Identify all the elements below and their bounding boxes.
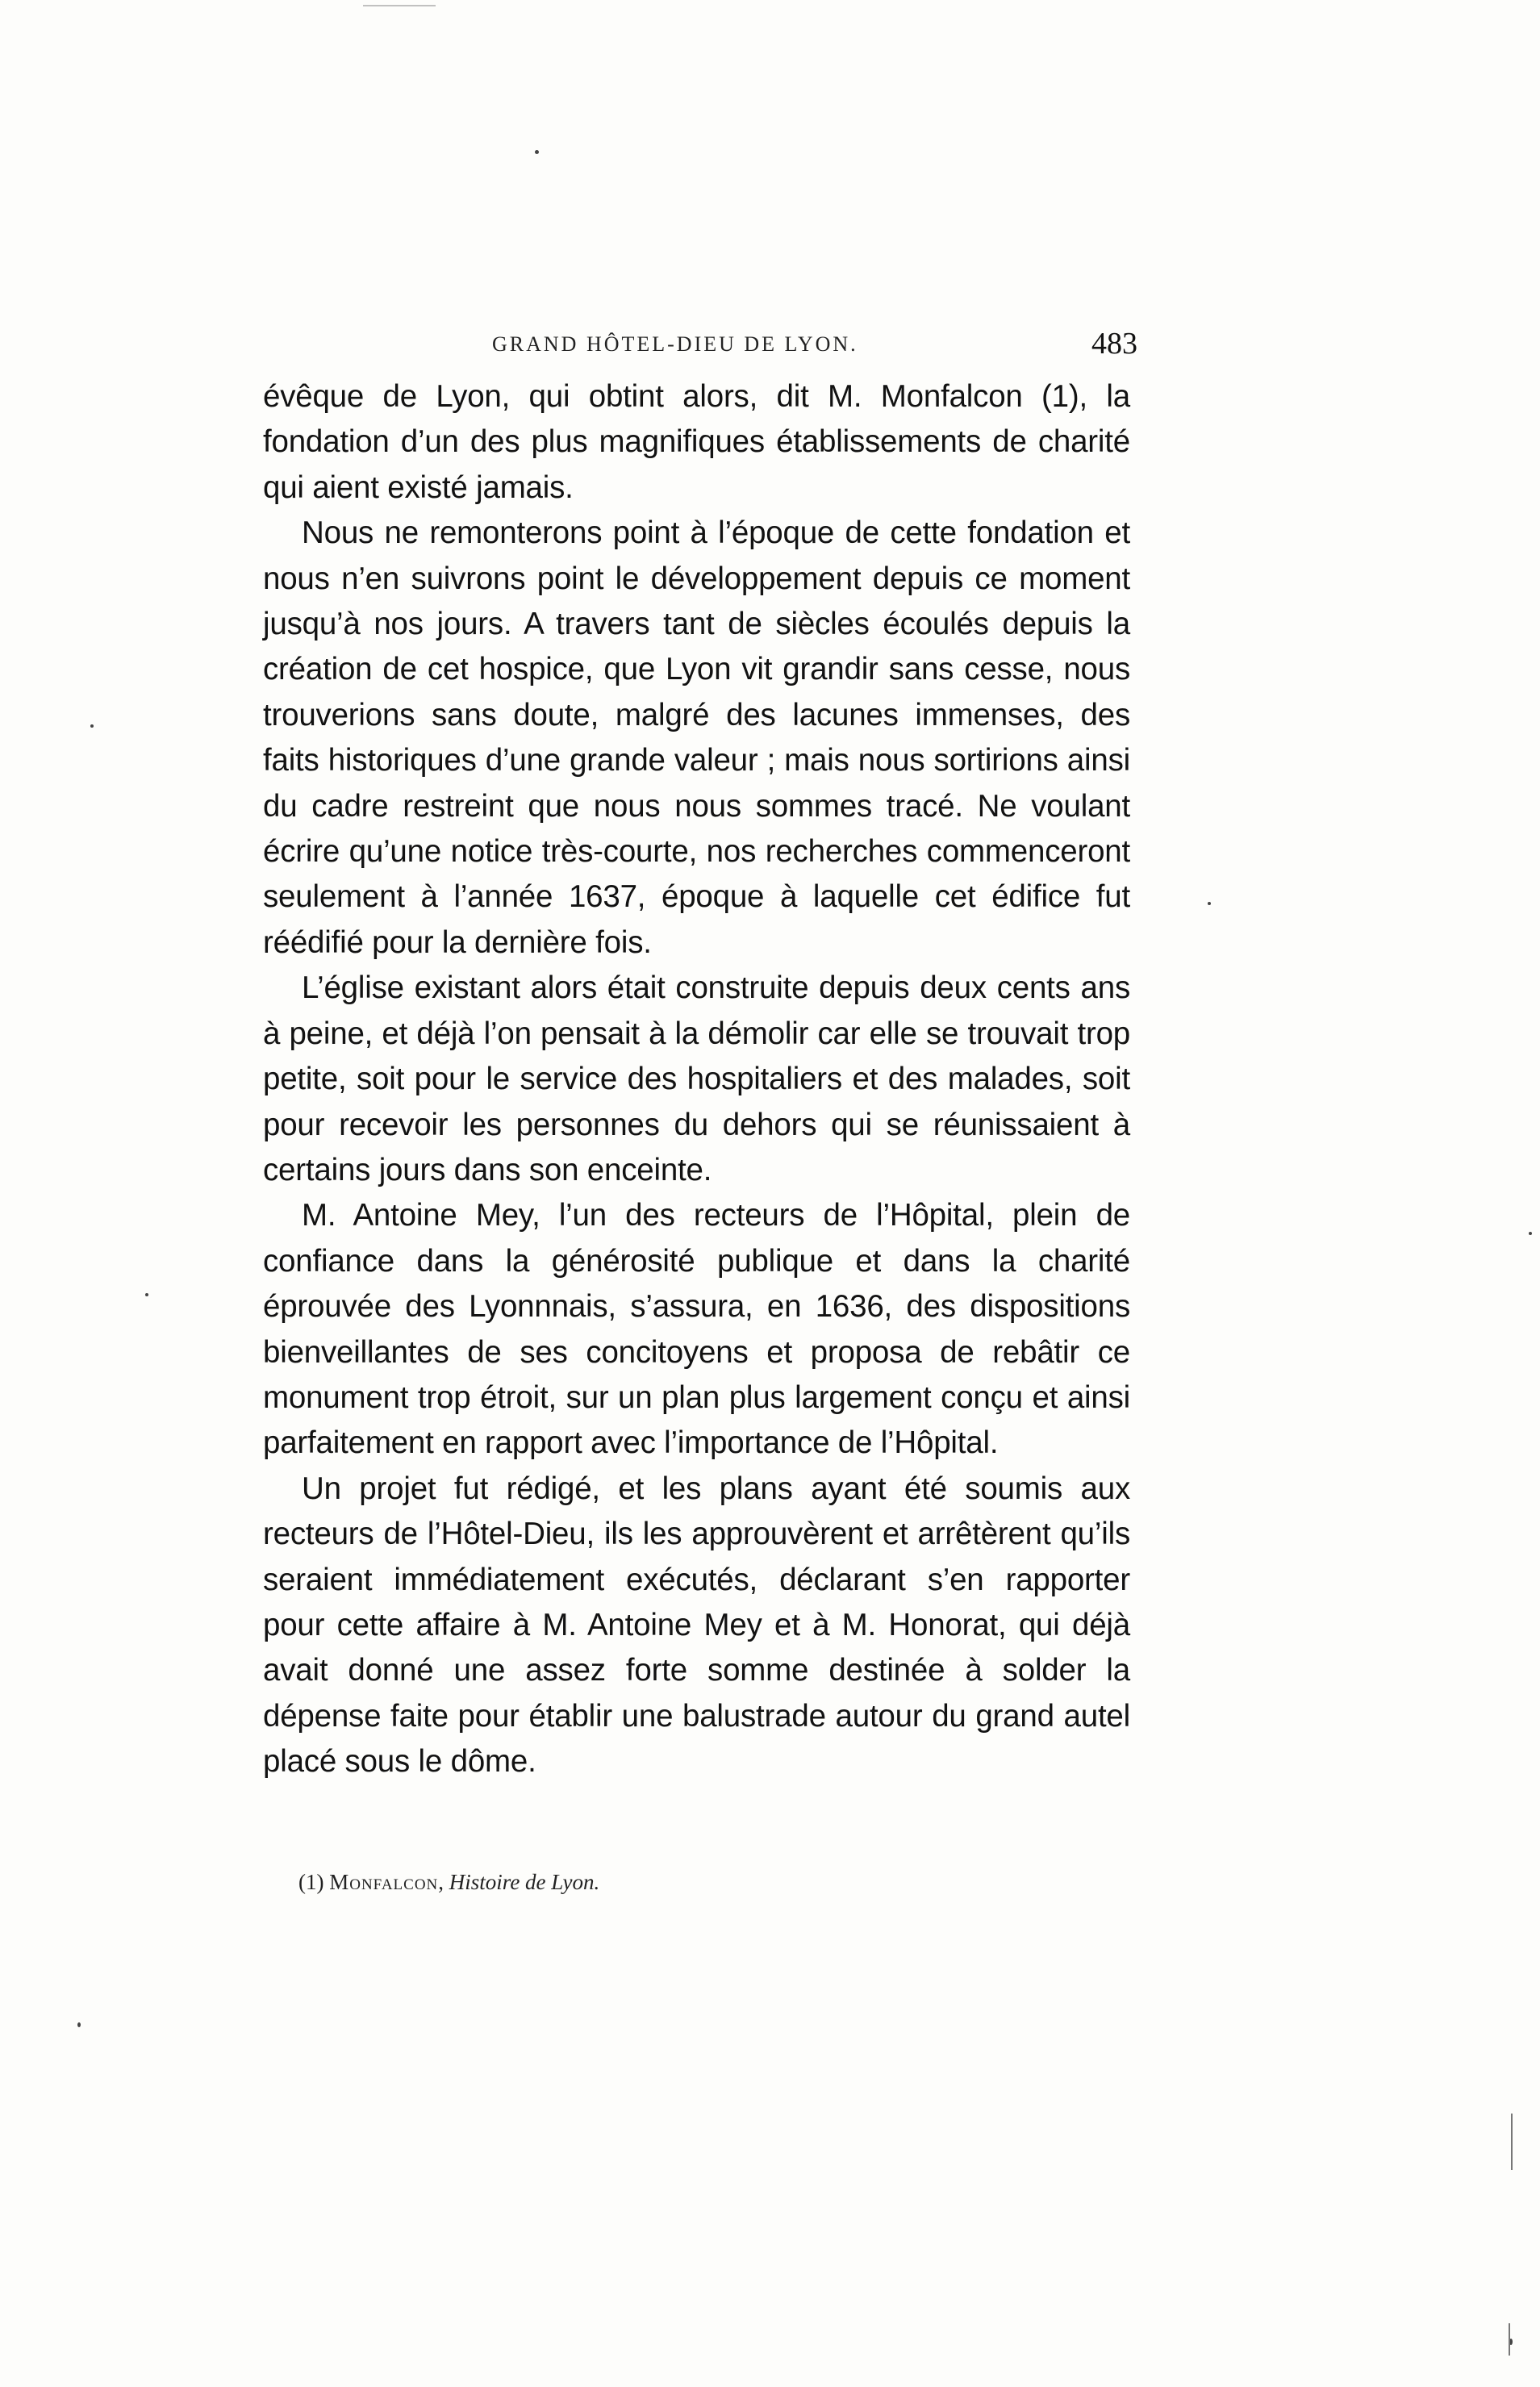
footnote-title: Histoire de Lyon. bbox=[449, 1870, 600, 1894]
scan-edge-mark bbox=[1509, 2323, 1510, 2356]
scan-edge-mark bbox=[1511, 2114, 1513, 2170]
scan-speck bbox=[1529, 1232, 1532, 1235]
paragraph-4: M. Antoine Mey, l’un des recteurs de l’Hôpital, plein de confiance dans la générosité publique et dans la charité éprouvée des Lyonnnais, s’assura, en 1636, des dispositions bienveillantes de ses concitoyens et proposa de rebâtir ce monument trop étroit, sur un plan plus largement conçu et ainsi parfaitement en rapport avec l’importance de l’Hôpital. bbox=[263, 1198, 1130, 1461]
paragraph-1: évêque de Lyon, qui obtint alors, dit M. Monfalcon (1), la fondation d’un des plus magnifiques établissements de charité qui aient existé jamais. bbox=[263, 379, 1130, 505]
page-header bbox=[266, 326, 1137, 374]
paragraph-5: Un projet fut rédigé, et les plans ayant été soumis aux recteurs de l’Hôtel-Dieu, ils les approuvèrent et arrêtèrent qu’ils seraient immédiatement exécutés, déclarant s’en rapporter pour cette affaire à M. Antoine Mey et à M. Honorat, qui déjà avait donné une assez forte somme destinée à solder la dépense faite pour établir une balustrade autour du grand autel placé sous le dôme. bbox=[263, 1471, 1130, 1780]
scan-speck bbox=[90, 724, 94, 728]
paragraph-3: L’église existant alors était construite depuis deux cents ans à peine, et déjà l’on pensait à la démolir car elle se trouvait trop petite, soit pour le service des hospitaliers et des malades, soit pour recevoir les personnes du dehors qui se réunissaient à certains jours dans son enceinte. bbox=[263, 970, 1130, 1187]
footnote-marker: (1) bbox=[298, 1870, 324, 1894]
body-text bbox=[263, 374, 1130, 1785]
page-number: 483 bbox=[1091, 327, 1137, 361]
scan-speck bbox=[77, 2022, 81, 2027]
footnote-author: Monfalcon bbox=[329, 1870, 439, 1894]
running-head: GRAND HÔTEL-DIEU DE LYON. bbox=[492, 332, 858, 356]
scan-top-rule bbox=[363, 5, 436, 6]
scan-speck bbox=[145, 1293, 148, 1296]
scan-speck bbox=[1208, 902, 1211, 905]
paragraph-2: Nous ne remonterons point à l’époque de cette fondation et nous n’en suivrons point le développement depuis ce moment jusqu’à nos jours. A travers tant de siècles écoulés depuis la création de cet hospice, que Lyon vit grandir sans cesse, nous trouverions sans doute, malgré des lacunes immenses, des faits historiques d’une grande valeur ; mais nous sortirions ainsi du cadre restreint que nous nous sommes tracé. Ne voulant écrire qu’une notice très-courte, nos recherches commenceront seulement à l’année 1637, époque à laquelle cet édifice fut réédifié pour la dernière fois. bbox=[263, 515, 1130, 960]
footnote: (1) Monfalcon, Histoire de Lyon. bbox=[298, 1870, 600, 1894]
scan-speck bbox=[535, 150, 539, 154]
